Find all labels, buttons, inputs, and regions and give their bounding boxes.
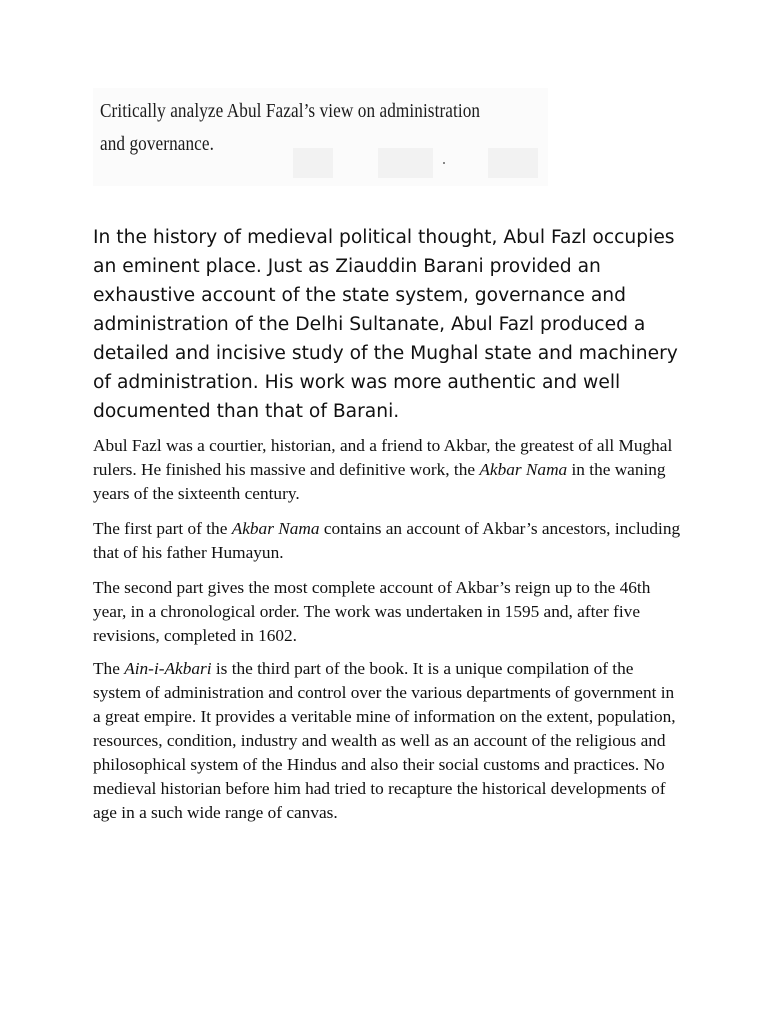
paragraph-text: in the waning years of the sixteenth century.: [93, 460, 666, 503]
paragraph-text: contains an account of Akbar’s ancestors, including that of his father Humayun.: [93, 519, 681, 562]
paragraph-akbar-nama-intro: [93, 434, 683, 506]
question-image: [93, 88, 548, 186]
book-title: Ain-i-Akbari: [124, 659, 212, 678]
question-line-1: Critically analyze Abul Fazal’s view on administration: [100, 100, 481, 122]
book-title: Akbar Nama: [479, 460, 568, 479]
scan-shadow: [293, 148, 333, 178]
scan-shadow: [378, 148, 433, 178]
scan-speck: [443, 162, 445, 164]
lead-paragraph: In the history of medieval political thought, Abul Fazl occupies an eminent place. Just as Ziauddin Barani provided an exhaustive account of the state system, governance and administration of the Delhi Sultanate, Abul Fazl produced a detailed and incisive study of the Mughal state and machinery of administration. His work was more authentic and well documented than that of Barani.: [93, 227, 678, 422]
scan-shadow: [488, 148, 538, 178]
paragraph-first-part: [93, 517, 683, 565]
paragraph-text: The first part of the: [93, 519, 232, 538]
question-line-2: and governance.: [100, 133, 214, 155]
paragraph-text: is the third part of the book. It is a unique compilation of the system of administration and control over the various departments of government in a great empire. It provides a veritable mine of information on the extent, population, resources, condition, industry and wealth as well as an account of the religious and philosophical system of the Hindus and also their social customs and practices. No medieval historian before him had tried to recapture the historical developments of age in a such wide range of canvas.: [93, 659, 676, 822]
paragraph-text: The: [93, 659, 125, 678]
paragraph-ain-i-akbari: [93, 657, 683, 825]
paragraph-second-part: The second part gives the most complete account of Akbar’s reign up to the 46th year, in a chronological order. The work was undertaken in 1595 and, after five revisions, completed in 1602.: [93, 578, 651, 645]
paragraph-text: Abul Fazl was a courtier, historian, and a friend to Akbar, the greatest of all Mughal rulers. He finished his massive and definitive work, the: [93, 436, 673, 479]
book-title: Akbar Nama: [231, 519, 320, 538]
